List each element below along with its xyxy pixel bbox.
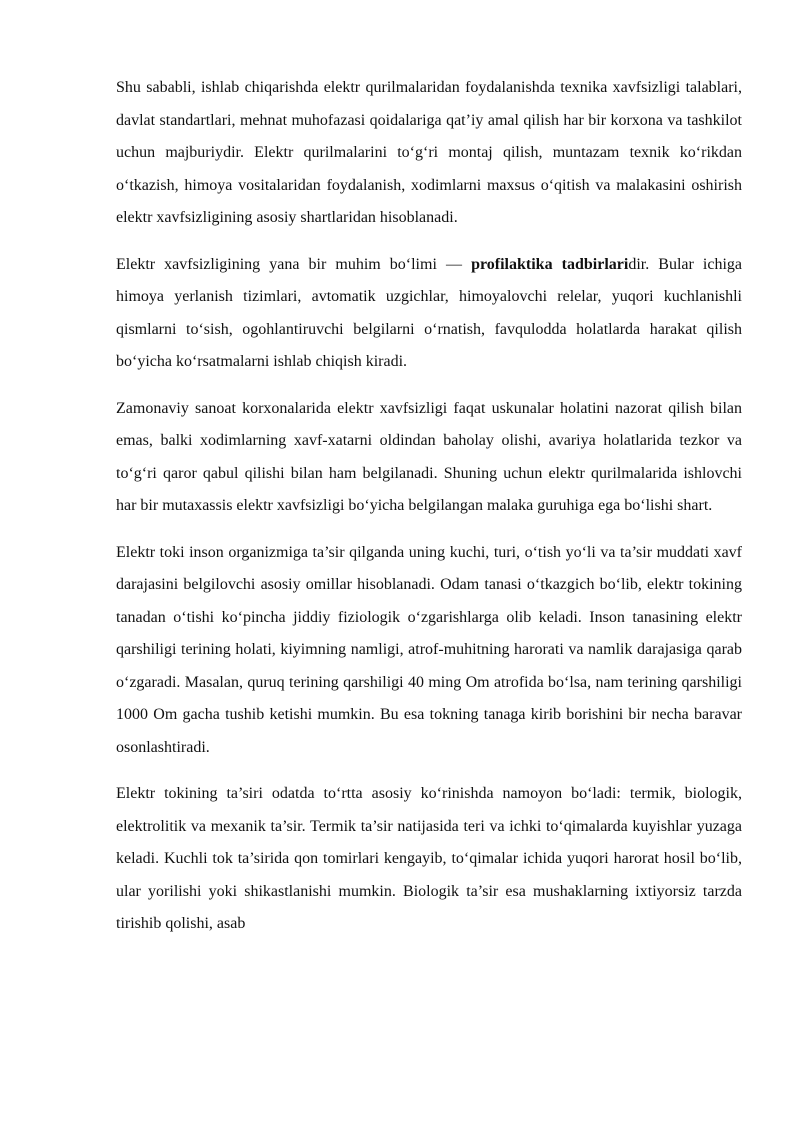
paragraph-1: Shu sababli, ishlab chiqarishda elektr qurilmalaridan foydalanishda texnika xavfsizligi talablari, davlat standartlari, mehnat muhofazasi qoidalariga qat’iy amal qilish har bir korxona va tashkilot uchun majburiydir. Elektr qurilmalarini to‘g‘ri montaj qilish, muntazam texnik ko‘rikdan o‘tkazish, himoya vositalaridan foydalanish, xodimlarni maxsus o‘qitish va malakasini oshirish elektr xavfsizligining asosiy shartlaridan hisoblanadi. [116, 79, 742, 226]
paragraph-2-rest: dir. Bular ichiga himoya yerlanish tizimlari, avtomatik uzgichlar, himoyalovchi relelar, yuqori kuchlanishli qismlarni to‘sish, ogohlantiruvchi belgilarni o‘rnatish, favqulodda holatlarda harakat qilish bo‘yicha ko‘rsatmalarni ishlab chiqish kiradi. [116, 255, 743, 370]
paragraph-3: Zamonaviy sanoat korxonalarida elektr xavfsizligi faqat uskunalar holatini nazorat qilish bilan emas, balki xodimlarning xavf-xatarni oldindan baholay olishi, avariya holatlarida tezkor va to‘g‘ri qaror qabul qilishi bilan ham belgilanadi. Shuning uchun elektr qurilmalarida ishlovchi har bir mutaxassis elektr xavfsizligi bo‘yicha belgilangan malaka guruhiga ega bo‘lishi shart. [116, 399, 742, 514]
document-page [116, 72, 742, 955]
paragraph-5: Elektr tokining ta’siri odatda to‘rtta asosiy ko‘rinishda namoyon bo‘ladi: termik, biologik, elektrolitik va mexanik ta’sir. Termik ta’sir natijasida teri va ichki to‘qimalarda kuyishlar yuzaga keladi. Kuchli tok ta’sirida qon tomirlari kengayib, to‘qimalar ichida yuqori harorat hosil bo‘lib, ular yorilishi yoki shikastlanishi mumkin. Biologik ta’sir esa mushaklarning ixtiyorsiz tarzda tirishib qolishi, asab [116, 785, 742, 932]
paragraph-2 [116, 249, 742, 379]
paragraph-2-bold-term: profilaktika tadbirlari [471, 255, 629, 273]
paragraph-4: Elektr toki inson organizmiga ta’sir qilganda uning kuchi, turi, o‘tish yo‘li va ta’sir muddati xavf darajasini belgilovchi asosiy omillar hisoblanadi. Odam tanasi o‘tkazgich bo‘lib, elektr tokining tanadan o‘tishi ko‘pincha jiddiy fiziologik o‘zgarishlarga olib keladi. Inson tanasining elektr qarshiligi terining holati, kiyimning namligi, atrof-muhitning harorati va namlik darajasiga qarab o‘zgaradi. Masalan, quruq terining qarshiligi 40 ming Om atrofida bo‘lsa, nam terining qarshiligi 1000 Om gacha tushib ketishi mumkin. Bu esa tokning tanaga kirib borishini bir necha baravar osonlashtiradi. [116, 543, 742, 756]
paragraph-2-lead: Elektr xavfsizligining yana bir muhim bo‘limi — [116, 255, 472, 273]
